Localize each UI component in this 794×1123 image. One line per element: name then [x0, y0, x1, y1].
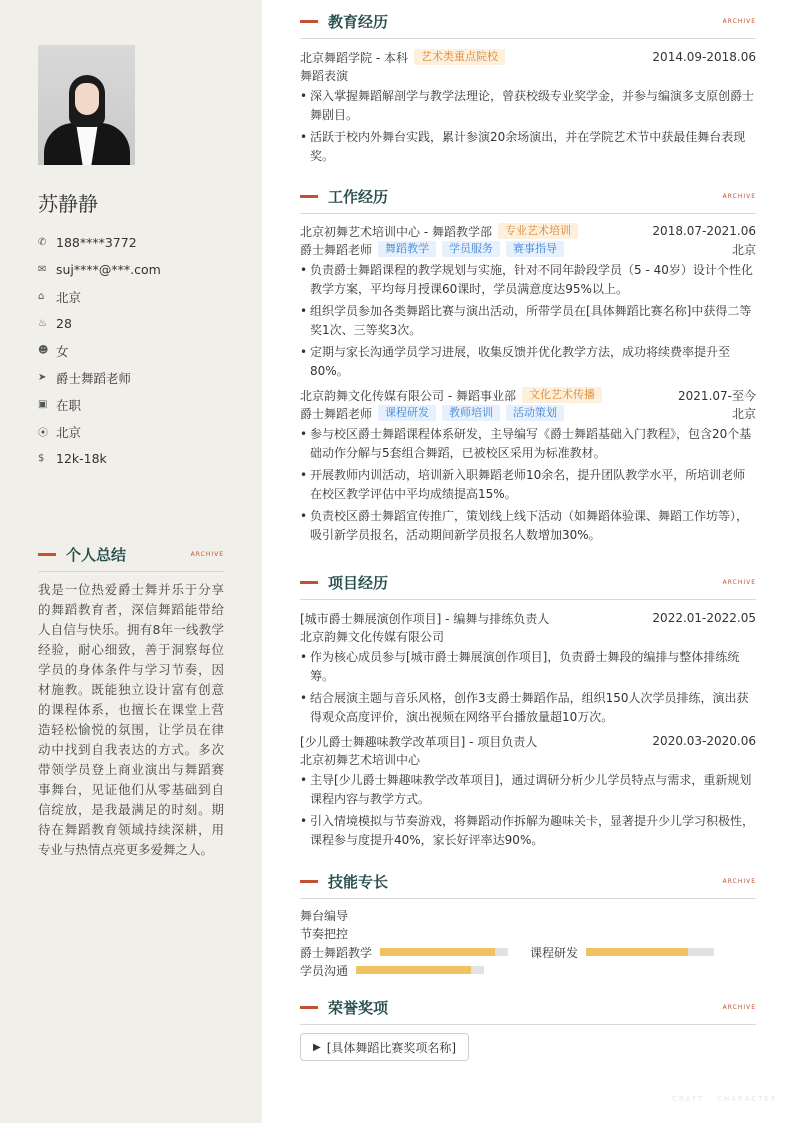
home-icon: ⌂ — [38, 291, 45, 302]
section-accent-bar — [300, 195, 318, 198]
work-list — [300, 222, 756, 548]
school-name: 北京舞蹈学院 - 本科 — [300, 50, 408, 65]
work-date: 2018.07-2021.06 — [652, 224, 756, 238]
contact-text: 北京 — [56, 289, 82, 305]
project-name: [城市爵士舞展演创作项目] - 编舞与排练负责人 — [300, 611, 550, 626]
school-tag: 艺术类重点院校 — [414, 49, 505, 65]
section-title: 工作经历 — [328, 188, 389, 206]
sidebar — [0, 0, 262, 1123]
send-icon: ➤ — [38, 372, 47, 383]
skill-tag: 教师培训 — [442, 405, 500, 421]
money-icon: $ — [38, 453, 45, 464]
profile-name: 苏静静 — [38, 192, 98, 216]
skill-tag: 赛事指导 — [506, 241, 564, 257]
award-item[interactable] — [300, 1033, 469, 1061]
work-company-group — [300, 223, 578, 240]
rated-skill — [530, 943, 714, 961]
work-role-row — [300, 240, 756, 258]
mail-icon: ✉ — [38, 264, 47, 275]
work-role-group — [300, 405, 564, 422]
bullet-item: • 作为核心成员参与[城市爵士舞展演创作项目]，负责爵士舞段的编排与整体排练统筹。 — [300, 648, 756, 686]
contact-text: 12k-18k — [56, 451, 107, 466]
project-org: 北京韵舞文化传媒有限公司 — [300, 629, 445, 644]
contact-row — [38, 310, 238, 337]
skill-level-track — [586, 948, 714, 956]
skill-level-fill — [586, 948, 688, 956]
bullet-item: • 引入情境模拟与节奏游戏，将舞蹈动作拆解为趣味关卡，显著提升少儿学习积极性，课程参与度提升40%，家长好评率达90%。 — [300, 812, 756, 850]
major-name: 舞蹈表演 — [300, 68, 349, 83]
project-header-row — [300, 609, 756, 627]
phone-icon: ✆ — [38, 237, 47, 248]
archive-label: ARCHIVE — [722, 878, 756, 885]
bullet-item: • 开展教师内训活动，培训新入职舞蹈老师10余名，提升团队教学水平，所培训老师在校区教学评估中平均成绩提高15%。 — [300, 466, 756, 504]
archive-label: ARCHIVE — [722, 18, 756, 25]
rated-skill — [300, 943, 508, 961]
skill-level-fill — [380, 948, 495, 956]
contact-text: 女 — [56, 343, 69, 359]
skill-name: 爵士舞蹈教学 — [300, 945, 373, 960]
section-title: 技能专长 — [328, 873, 389, 891]
bullet-item: • 负责校区爵士舞蹈宣传推广，策划线上线下活动（如舞蹈体验课、舞蹈工作坊等），吸引新学员报名，活动期间新学员报名人数增加30%。 — [300, 507, 756, 545]
archive-label: ARCHIVE — [722, 579, 756, 586]
main-content — [262, 0, 794, 1123]
contact-row — [38, 391, 238, 418]
work-city: 北京 — [731, 242, 756, 257]
role-name: 爵士舞蹈老师 — [300, 406, 373, 421]
company-name: 北京韵舞文化传媒有限公司 - 舞蹈事业部 — [300, 388, 516, 403]
contact-row — [38, 337, 238, 364]
education-header-row — [300, 48, 756, 66]
skills-list — [300, 907, 756, 979]
section-title: 项目经历 — [328, 574, 389, 592]
skill-item: 舞台编导 — [300, 909, 349, 923]
bullet-item: • 深入掌握舞蹈解剖学与教学法理论，曾获校级专业奖学金，并参与编演多支原创爵士舞剧目。 — [300, 87, 756, 125]
contact-row — [38, 364, 238, 391]
archive-label: ARCHIVE — [722, 1004, 756, 1011]
bullet-item: • 负责爵士舞蹈课程的教学规划与实施，针对不同年龄段学员（5 - 40岁）设计个性化教学方案，平均每月授课60课时，学员满意度达95%以上。 — [300, 261, 756, 299]
contact-row — [38, 418, 238, 445]
project-date: 2022.01-2022.05 — [652, 611, 756, 625]
project-org: 北京初舞艺术培训中心 — [300, 752, 421, 767]
work-date: 2021.07-至今 — [678, 388, 756, 403]
bullet-item: • 结合展演主题与音乐风格，创作3支爵士舞蹈作品，组织150人次学员排练，演出获得观众高度评价，演出视频在网络平台播放量超10万次。 — [300, 689, 756, 727]
contact-row — [38, 229, 238, 256]
briefcase-icon: ▣ — [38, 399, 48, 410]
awards-section-header — [300, 991, 756, 1025]
skill-tag: 活动策划 — [506, 405, 564, 421]
section-title: 个人总结 — [66, 546, 127, 564]
watermark: CRAFT · CHARACTER — [672, 1095, 778, 1103]
projects-list — [300, 609, 756, 853]
contact-text: 在职 — [56, 397, 82, 413]
project-org-row — [300, 750, 756, 768]
company-tag: 文化艺术传播 — [522, 387, 602, 403]
section-accent-bar — [300, 880, 318, 883]
skill-tag: 舞蹈教学 — [378, 241, 436, 257]
work-header-row — [300, 386, 756, 404]
section-accent-bar — [38, 553, 56, 556]
role-name: 爵士舞蹈老师 — [300, 242, 373, 257]
bullet-item: • 主导[少儿爵士舞趣味教学改革项目]，通过调研分析少儿学员特点与需求，重新规划课程内容与教学方式。 — [300, 771, 756, 809]
award-name: [具体舞蹈比赛奖项名称] — [326, 1040, 457, 1055]
contact-row — [38, 283, 238, 310]
project-org-row — [300, 627, 756, 645]
section-accent-bar — [300, 581, 318, 584]
bullet-item: • 定期与家长沟通学员学习进展，收集反馈并优化教学方法，成功将续费率提升至80%。 — [300, 343, 756, 381]
archive-label: ARCHIVE — [190, 551, 224, 558]
bullet-item: • 参与校区爵士舞蹈课程体系研发，主导编写《爵士舞蹈基础入门教程》，包含20个基础动作分解与5套组合舞蹈，已被校区采用为标准教材。 — [300, 425, 756, 463]
summary-text: 我是一位热爱爵士舞并乐于分享的舞蹈教育者，深信舞蹈能带给人自信与快乐。拥有8年一线教学经验，耐心细致，善于洞察每位学员的身体条件与学习节奏，因材施教。既能独立设计富有创意的课程体系，也擅长在课堂上营造轻松愉悦的氛围，让学员在律动中找到自我表达的方式。多次带领学员登上商业演出与舞蹈赛事舞台，见证他们从零基础到自信绽放，是我最满足的时刻。期待在舞蹈教育领域持续深耕，用专业与热情点亮更多爱舞之人。 — [38, 582, 224, 857]
skill-bar-group — [300, 943, 756, 979]
play-triangle-icon: ▶ — [313, 1041, 321, 1053]
location-icon: ⦿ — [38, 428, 48, 439]
education-date: 2014.09-2018.06 — [652, 50, 756, 64]
skill-tag: 学员服务 — [442, 241, 500, 257]
education-school-group — [300, 49, 505, 66]
rated-skill — [300, 961, 484, 979]
skill-item: 节奏把控 — [300, 927, 349, 941]
project-header-row — [300, 732, 756, 750]
skill-tag: 课程研发 — [378, 405, 436, 421]
cake-icon: ♨ — [38, 318, 47, 329]
work-role-row — [300, 404, 756, 422]
skill-name: 学员沟通 — [300, 963, 349, 978]
archive-label: ARCHIVE — [722, 193, 756, 200]
education-major-row — [300, 66, 756, 84]
skill-name: 课程研发 — [530, 945, 579, 960]
bullet-item: • 活跃于校内外舞台实践，累计参演20余场演出，并在学院艺术节中获最佳舞台表现奖。 — [300, 128, 756, 166]
skill-level-track — [356, 966, 484, 974]
skills-section-header — [300, 865, 756, 899]
gender-icon: ☻ — [38, 345, 49, 356]
contact-row — [38, 445, 238, 472]
work-city: 北京 — [731, 406, 756, 421]
project-name: [少儿爵士舞趣味教学改革项目] - 项目负责人 — [300, 734, 538, 749]
profile-photo — [38, 45, 135, 165]
work-header-row — [300, 222, 756, 240]
project-date: 2020.03-2020.06 — [652, 734, 756, 748]
company-name: 北京初舞艺术培训中心 - 舞蹈教学部 — [300, 224, 492, 239]
contact-text: 28 — [56, 316, 72, 331]
skill-level-fill — [356, 966, 471, 974]
summary-section-header — [38, 538, 224, 572]
company-tag: 专业艺术培训 — [498, 223, 578, 239]
education-section-header — [300, 5, 756, 39]
work-company-group — [300, 387, 602, 404]
education-list — [300, 48, 756, 169]
contact-text: 爵士舞蹈老师 — [56, 370, 132, 386]
work-role-group — [300, 241, 564, 258]
skill-level-track — [380, 948, 508, 956]
bullet-item: • 组织学员参加各类舞蹈比赛与演出活动，所带学员在[具体舞蹈比赛名称]中获得二等奖1次、三等奖3次。 — [300, 302, 756, 340]
section-title: 教育经历 — [328, 13, 389, 31]
contact-text: 188****3772 — [56, 235, 137, 250]
work-section-header — [300, 180, 756, 214]
contact-row — [38, 256, 238, 283]
section-title: 荣誉奖项 — [328, 999, 389, 1017]
contact-text: suj****@***.com — [56, 262, 161, 277]
section-accent-bar — [300, 20, 318, 23]
section-accent-bar — [300, 1006, 318, 1009]
contact-text: 北京 — [56, 424, 82, 440]
projects-section-header — [300, 566, 756, 600]
contact-info — [38, 229, 238, 472]
